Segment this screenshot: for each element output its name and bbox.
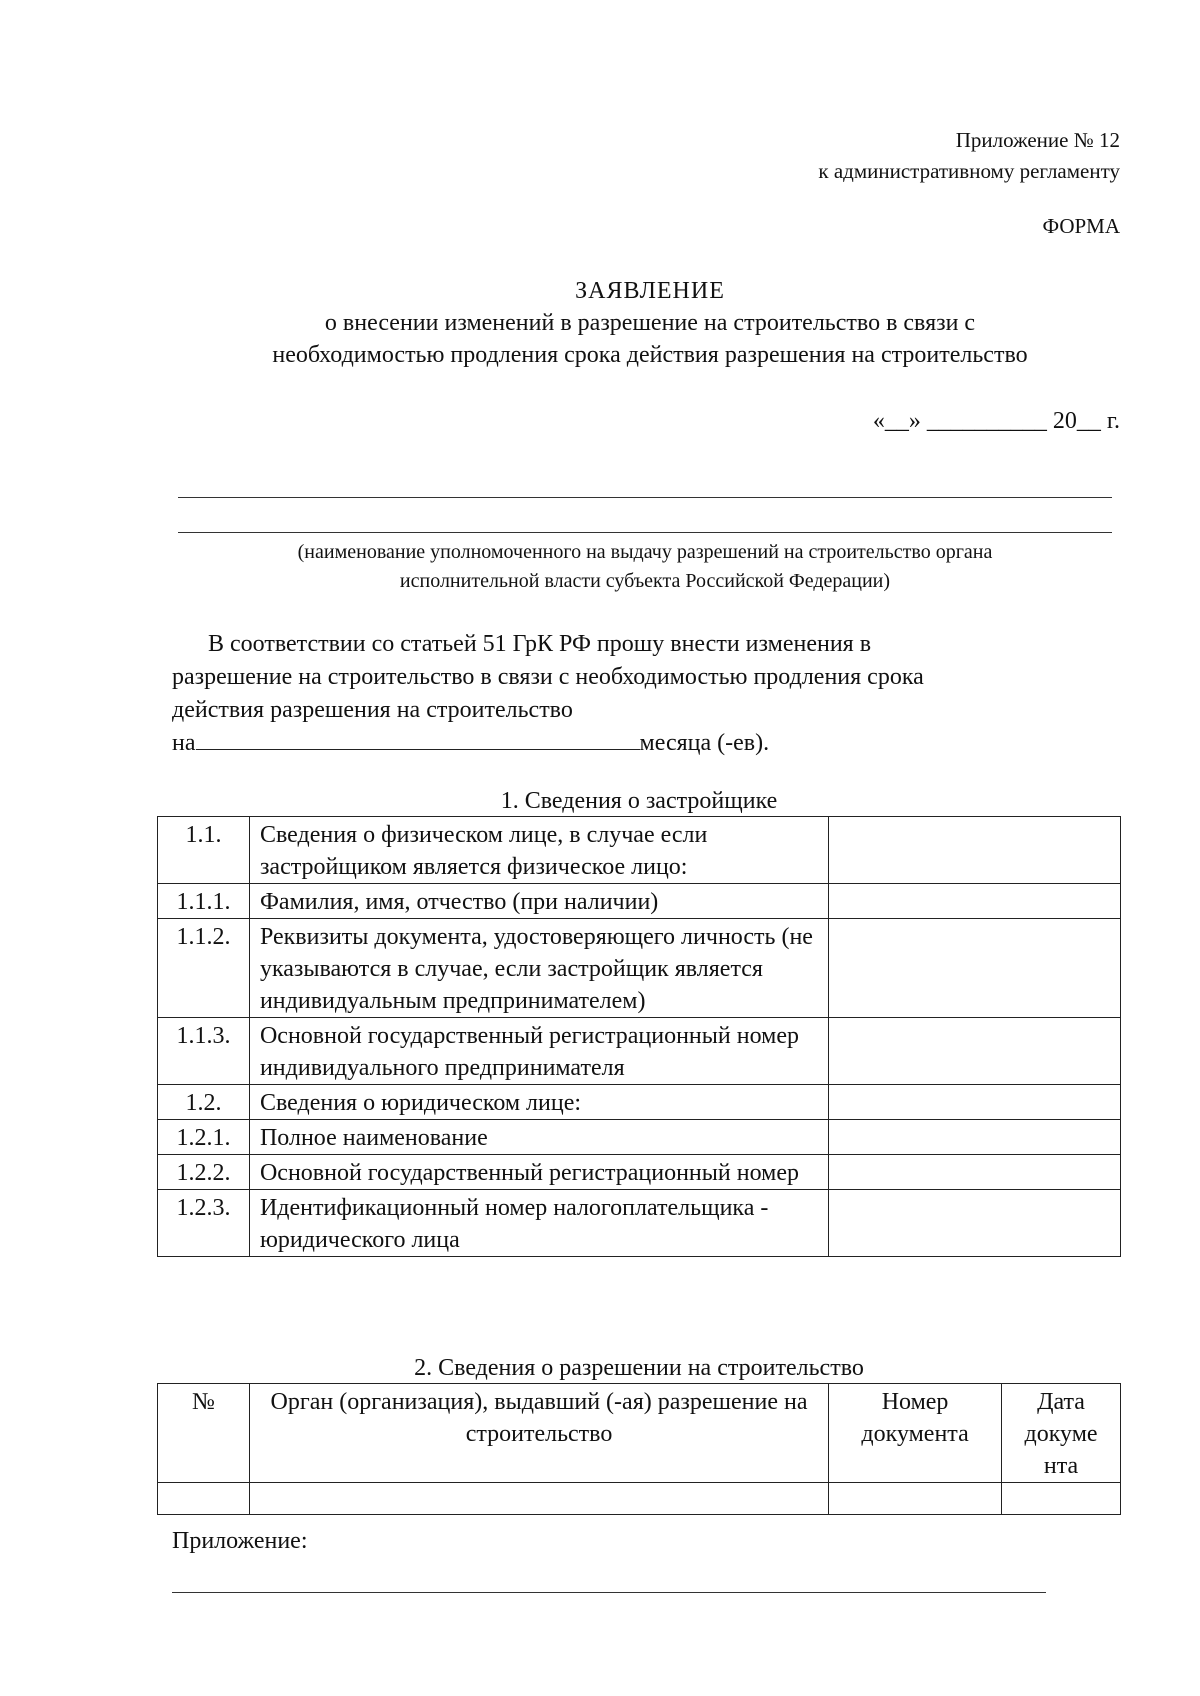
authority-name-line-1[interactable] [178, 497, 1112, 498]
permit-info-table [157, 1383, 1121, 1515]
table-row [158, 1018, 1121, 1085]
row-label: Основной государственный регистрационный номер [249, 1155, 828, 1190]
row-value-cell[interactable] [829, 1190, 1121, 1257]
row-label: Реквизиты документа, удостоверяющего личность (не указываются в случае, если застройщик является индивидуальным предпринимателем) [249, 919, 828, 1018]
table-row [158, 884, 1121, 919]
table-header-row [158, 1384, 1121, 1483]
regulation-reference: к административному регламенту [818, 159, 1120, 183]
column-header-issuing-authority: Орган (организация), выдавший (-ая) разрешение на строительство [249, 1384, 828, 1483]
authority-caption-line-2: исполнительной власти субъекта Российской Федерации) [399, 570, 891, 592]
table-row [158, 1085, 1121, 1120]
document-title-block [120, 275, 1180, 371]
row-label: Основной государственный регистрационный номер индивидуального предпринимателя [249, 1018, 828, 1085]
document-subtitle-line-2: необходимостью продления срока действия разрешения на строительство [272, 342, 1028, 368]
permit-doc-date-cell[interactable] [1002, 1483, 1121, 1515]
request-line-4 [172, 727, 1122, 760]
row-number: 1.2.1. [158, 1120, 250, 1155]
appendix-line[interactable] [172, 1592, 1046, 1593]
row-value-cell[interactable] [829, 1085, 1121, 1120]
row-label: Идентификационный номер налогоплательщика - юридического лица [249, 1190, 828, 1257]
row-value-cell[interactable] [829, 1155, 1121, 1190]
table-row [158, 817, 1121, 884]
date-field[interactable]: «__» __________ 20__ г. [872, 408, 1120, 434]
row-label: Полное наименование [249, 1120, 828, 1155]
permit-authority-cell[interactable] [249, 1483, 828, 1515]
request-prefix: на [172, 730, 196, 756]
table-row [158, 1155, 1121, 1190]
request-line-1: В соответствии со статьей 51 ГрК РФ прошу внести изменения в [208, 631, 872, 657]
row-number: 1.1.1. [158, 884, 250, 919]
document-title: ЗАЯВЛЕНИЕ [575, 278, 725, 304]
developer-info-table [157, 816, 1121, 1257]
extension-months-field[interactable] [196, 727, 640, 750]
row-number: 1.2.3. [158, 1190, 250, 1257]
form-label: ФОРМА [1042, 214, 1120, 238]
table-row [158, 1190, 1121, 1257]
row-value-cell[interactable] [829, 884, 1121, 919]
row-value-cell[interactable] [829, 919, 1121, 1018]
column-header-number: № [158, 1384, 250, 1483]
appendix-label: Приложение: [172, 1528, 308, 1554]
row-number: 1.2.2. [158, 1155, 250, 1190]
row-value-cell[interactable] [829, 1018, 1121, 1085]
section-1-title: 1. Сведения о застройщике [500, 788, 778, 814]
row-number: 1.1. [158, 817, 250, 884]
permit-number-cell[interactable] [158, 1483, 250, 1515]
row-value-cell[interactable] [829, 1120, 1121, 1155]
row-number: 1.1.3. [158, 1018, 250, 1085]
request-suffix: месяца (-ев). [639, 730, 770, 756]
document-subtitle-line-1: о внесении изменений в разрешение на строительство в связи с [324, 310, 976, 336]
request-line-2: разрешение на строительство в связи с необходимостью продления срока [172, 664, 924, 690]
section-2-title: 2. Сведения о разрешении на строительство [414, 1355, 864, 1381]
authority-name-line-2[interactable] [178, 532, 1112, 533]
table-row [158, 1483, 1121, 1515]
authority-caption-line-1: (наименование уполномоченного на выдачу разрешений на строительство органа [297, 541, 993, 563]
row-label: Сведения о физическом лице, в случае если застройщиком является физическое лицо: [249, 817, 828, 884]
table-row [158, 919, 1121, 1018]
request-line-3: действия разрешения на строительство [172, 697, 573, 723]
appendix-header [818, 125, 1120, 187]
table-row [158, 1120, 1121, 1155]
row-value-cell[interactable] [829, 817, 1121, 884]
authority-caption [178, 538, 1112, 596]
row-number: 1.1.2. [158, 919, 250, 1018]
request-paragraph [172, 628, 1122, 760]
appendix-number: Приложение № 12 [955, 128, 1120, 152]
column-header-document-number: Номер документа [829, 1384, 1002, 1483]
row-number: 1.2. [158, 1085, 250, 1120]
row-label: Сведения о юридическом лице: [249, 1085, 828, 1120]
permit-doc-number-cell[interactable] [829, 1483, 1002, 1515]
column-header-document-date: Дата докуме нта [1002, 1384, 1121, 1483]
row-label: Фамилия, имя, отчество (при наличии) [249, 884, 828, 919]
